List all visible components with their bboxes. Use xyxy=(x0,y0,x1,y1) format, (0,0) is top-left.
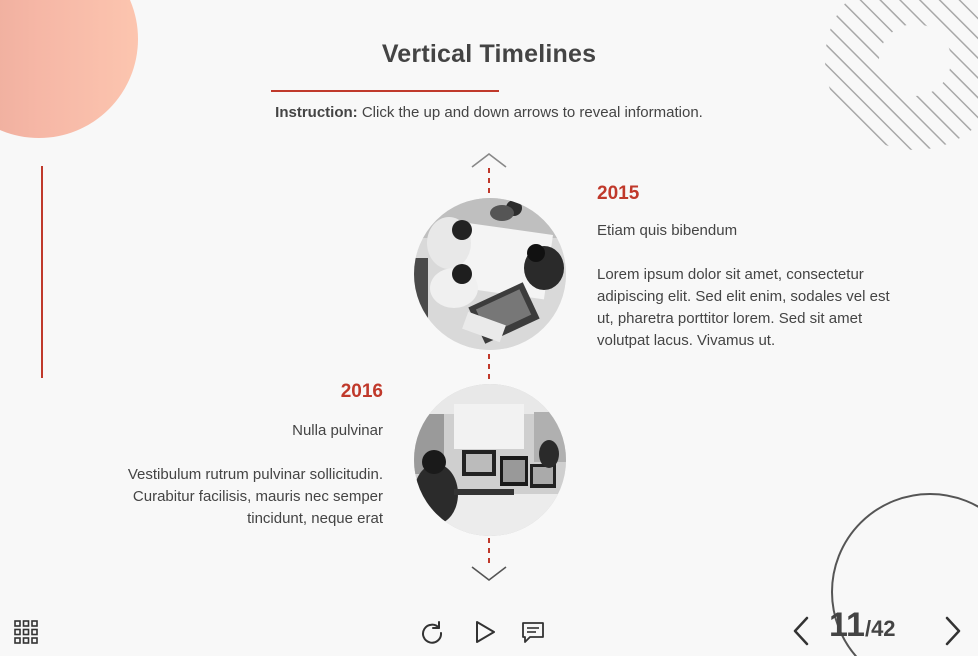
office-workstation-photo xyxy=(414,384,566,536)
page-counter xyxy=(829,606,896,645)
page-title: Vertical Timelines xyxy=(381,40,597,68)
play-icon[interactable] xyxy=(473,620,497,644)
instruction-text xyxy=(0,104,978,121)
replay-icon[interactable] xyxy=(420,620,444,644)
timeline-subtitle-2015: Etiam quis bibendum xyxy=(597,222,738,239)
timeline-connector-top xyxy=(488,168,490,200)
timeline-body-2016: Vestibulum rutrum pulvinar sollicitudin. Curabitur facilisis, mauris nec semper tincidunt, neque erat xyxy=(127,466,383,527)
timeline-connector-middle xyxy=(488,352,490,384)
title-underline xyxy=(271,90,499,92)
decorative-side-line xyxy=(41,166,43,378)
business-meeting-photo xyxy=(414,198,566,350)
total-pages: /42 xyxy=(864,616,896,641)
comment-icon[interactable] xyxy=(521,620,545,644)
prev-page-icon[interactable] xyxy=(791,616,811,646)
timeline-down-arrow[interactable] xyxy=(470,563,508,583)
timeline-body-2015: Lorem ipsum dolor sit amet, consectetur adipiscing elit. Sed elit enim, sodales vel est ut, pharetra porttitor lorem. Sed sit amet volutpat lacus. Vivamus ut. xyxy=(597,266,890,349)
next-page-icon[interactable] xyxy=(943,616,963,646)
timeline-year-2016: 2016 xyxy=(340,381,383,402)
instruction-label: Instruction: xyxy=(275,104,358,121)
timeline-connector-bottom xyxy=(488,536,490,566)
timeline-subtitle-2016: Nulla pulvinar xyxy=(292,422,383,439)
current-page: 11 xyxy=(829,606,865,644)
decorative-hatched-ring xyxy=(800,0,978,150)
instruction-body: Click the up and down arrows to reveal information. xyxy=(357,104,703,121)
timeline-year-2015: 2015 xyxy=(597,183,640,204)
grid-menu-icon[interactable] xyxy=(14,620,38,644)
